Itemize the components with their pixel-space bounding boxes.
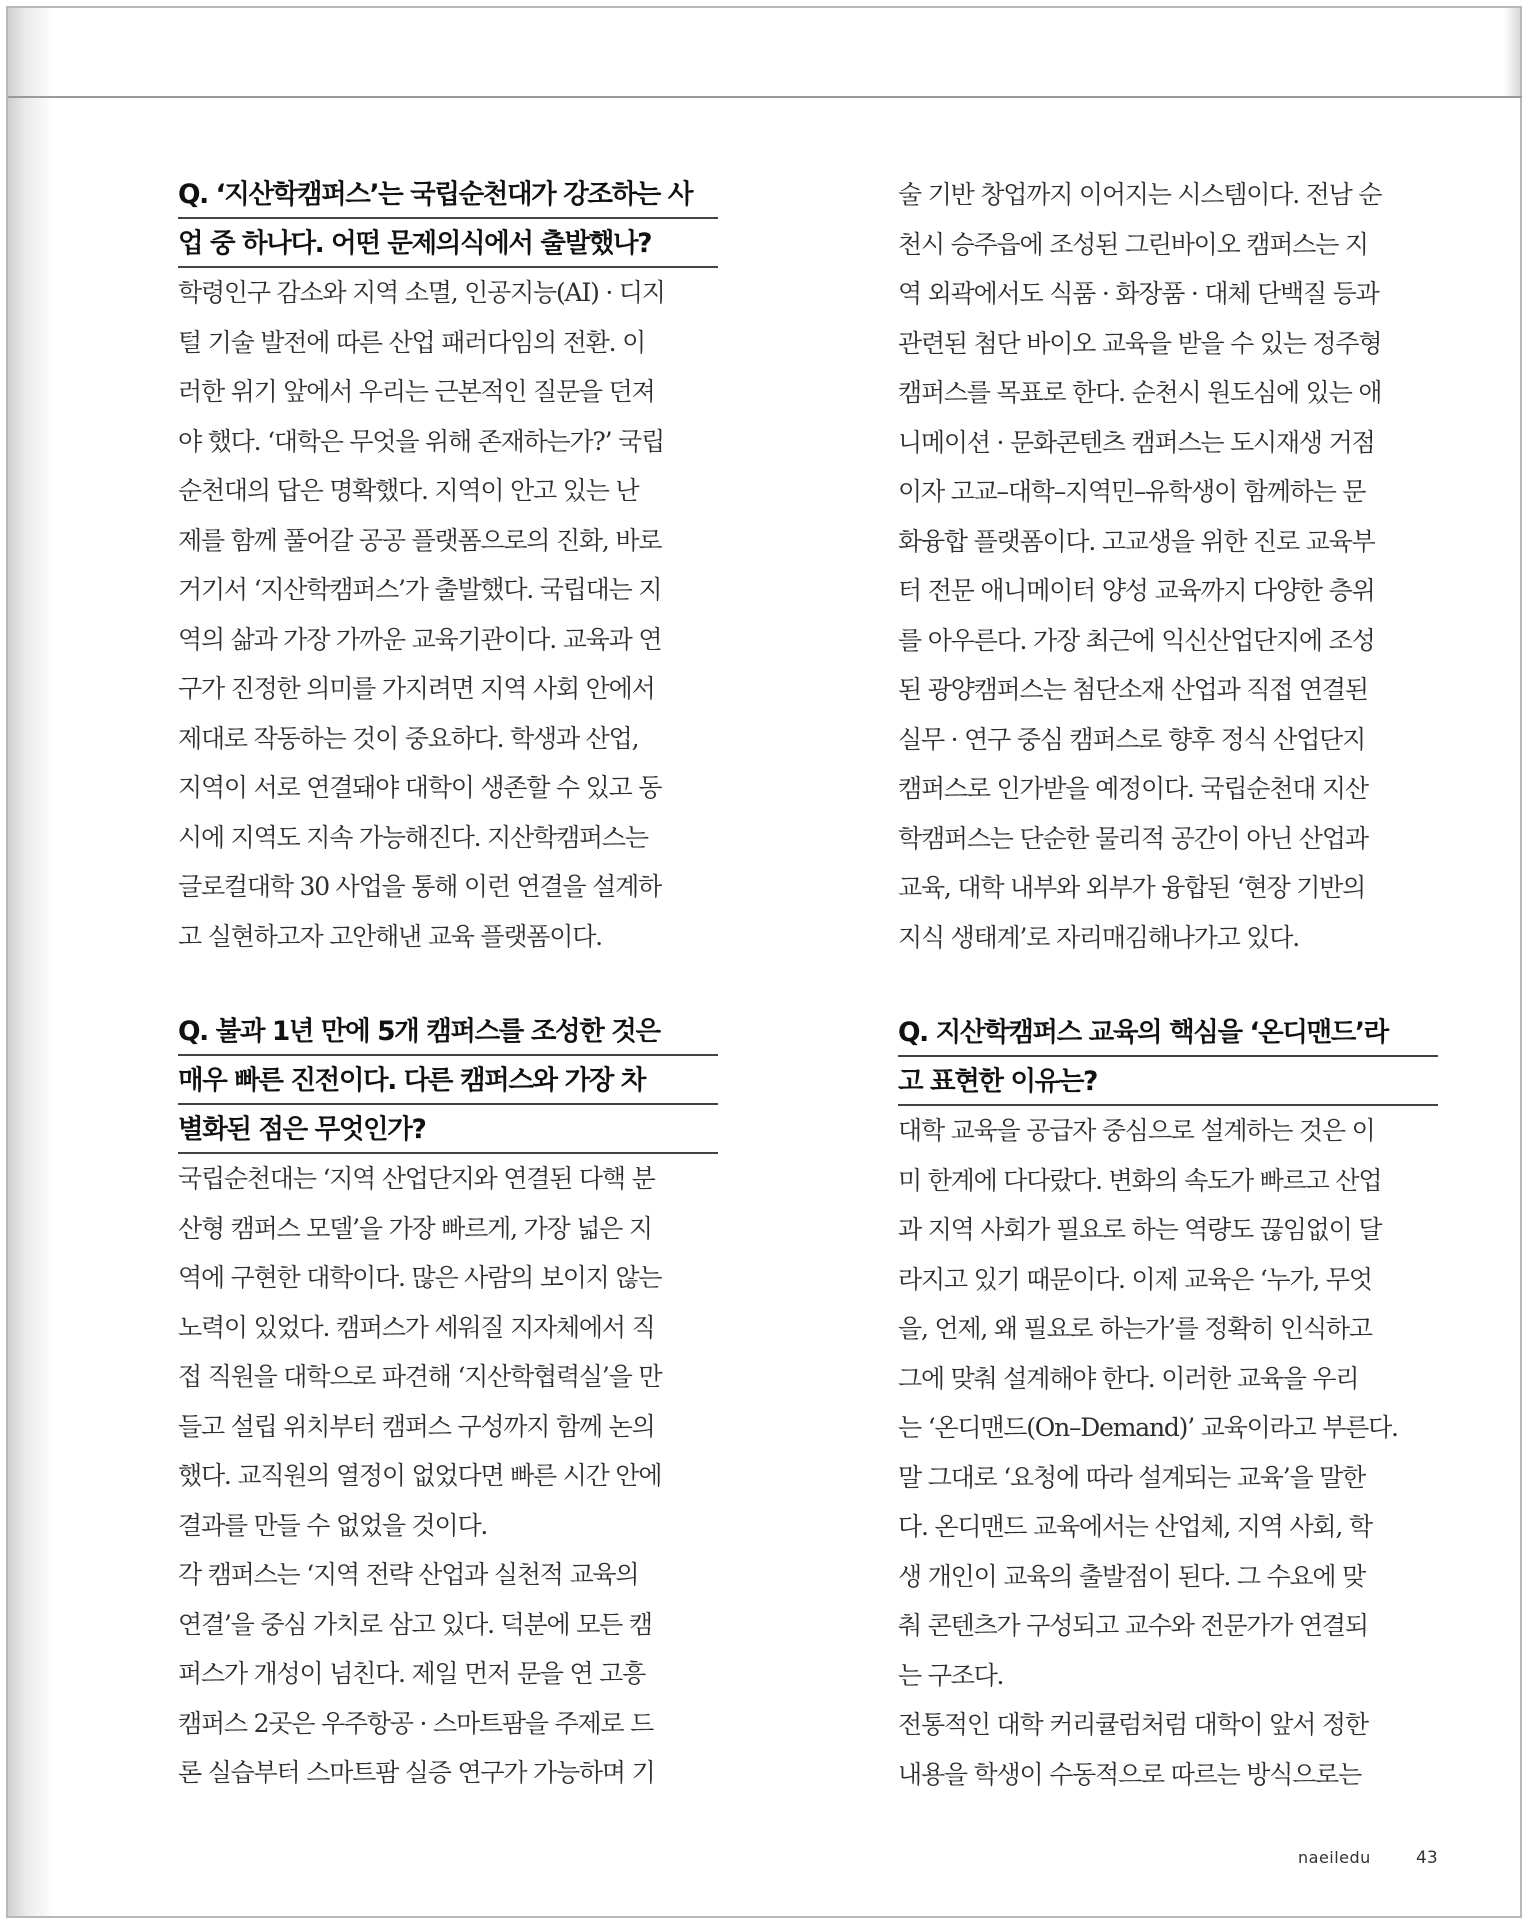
text-line: 니메이션 · 문화콘텐츠 캠퍼스는 도시재생 거점 bbox=[898, 427, 1375, 457]
text-line: 각 캠퍼스는 ‘지역 전략 산업과 실천적 교육의 bbox=[178, 1560, 639, 1589]
text-line: 역에 구현한 대학이다. 많은 사람의 보이지 않는 bbox=[178, 1263, 662, 1292]
text-line: 캠퍼스를 목표로 한다. 순천시 원도심에 있는 애 bbox=[898, 378, 1382, 407]
text-line: 시에 지역도 지속 가능해진다. 지산학캠퍼스는 bbox=[178, 822, 648, 852]
question-3 bbox=[898, 1008, 1438, 1106]
footer-brand: naeiledu bbox=[1298, 1848, 1371, 1867]
text-line: 역 외곽에서도 식품 · 화장품 · 대체 단백질 등과 bbox=[898, 279, 1379, 308]
text-line: 순천대의 답은 명확했다. 지역이 안고 있는 난 bbox=[178, 476, 639, 505]
text-line: 캠퍼스로 인가받을 예정이다. 국립순천대 지산 bbox=[898, 774, 1368, 803]
text-line: 제대로 작동하는 것이 중요하다. 학생과 산업, bbox=[178, 723, 639, 753]
text-line: 된 광양캠퍼스는 첨단소재 산업과 직접 연결된 bbox=[898, 675, 1368, 704]
text-line: 론 실습부터 스마트팜 실증 연구가 가능하며 기 bbox=[178, 1758, 655, 1787]
text-line: 실무 · 연구 중심 캠퍼스로 향후 정식 산업단지 bbox=[898, 724, 1366, 754]
section-gap bbox=[898, 962, 1438, 1008]
text-line: 천시 승주읍에 조성된 그린바이오 캠퍼스는 지 bbox=[898, 229, 1368, 259]
left-column bbox=[178, 170, 718, 1798]
text-line: 국립순천대는 ‘지역 산업단지와 연결된 다핵 분 bbox=[178, 1164, 655, 1193]
text-line: 결과를 만들 수 없었을 것이다. bbox=[178, 1510, 488, 1540]
header-rule bbox=[8, 96, 1522, 98]
text-line: 산형 캠퍼스 모델’을 가장 빠르게, 가장 넓은 지 bbox=[178, 1213, 652, 1243]
question-line: 매우 빠른 진전이다. 다른 캠퍼스와 가장 차 bbox=[178, 1056, 718, 1105]
page-number: 43 bbox=[1416, 1848, 1438, 1868]
question-line: Q. 불과 1년 만에 5개 캠퍼스를 조성한 것은 bbox=[178, 1007, 718, 1056]
text-line: 생 개인이 교육의 출발점이 된다. 그 수요에 맞 bbox=[898, 1561, 1366, 1591]
text-line: 구가 진정한 의미를 가지려면 지역 사회 안에서 bbox=[178, 674, 655, 703]
text-line: 말 그대로 ‘요청에 따라 설계되는 교육’을 말한 bbox=[898, 1462, 1366, 1492]
text-line: 그에 맞춰 설계해야 한다. 이러한 교육을 우리 bbox=[898, 1363, 1359, 1393]
text-line: 라지고 있기 때문이다. 이제 교육은 ‘누가, 무엇 bbox=[898, 1264, 1372, 1294]
question-1 bbox=[178, 170, 718, 268]
text-line: 를 아우른다. 가장 최근에 익신산업단지에 조성 bbox=[898, 625, 1375, 655]
question-line: 고 표현한 이유는? bbox=[898, 1057, 1438, 1106]
question-line: 업 중 하나다. 어떤 문제의식에서 출발했나? bbox=[178, 219, 718, 268]
text-line: 노력이 있었다. 캠퍼스가 세워질 지자체에서 직 bbox=[178, 1312, 655, 1342]
right-column bbox=[898, 170, 1438, 1799]
text-line: 글로컬대학 30 사업을 통해 이런 연결을 설계하 bbox=[178, 872, 661, 901]
text-line: 을, 언제, 왜 필요로 하는가’를 정확히 인식하고 bbox=[898, 1314, 1372, 1343]
text-line: 털 기술 발전에 따른 산업 패러다임의 전환. 이 bbox=[178, 327, 646, 357]
text-line: 내용을 학생이 수동적으로 따르는 방식으로는 bbox=[898, 1759, 1362, 1789]
text-line: 술 기반 창업까지 이어지는 시스템이다. 전남 순 bbox=[898, 180, 1382, 209]
text-line: 캠퍼스 2곳은 우주항공 · 스마트팜을 주제로 드 bbox=[178, 1708, 654, 1738]
answer-3-paragraph bbox=[178, 1550, 718, 1798]
text-line: 전통적인 대학 커리큘럼처럼 대학이 앞서 정한 bbox=[898, 1710, 1368, 1739]
text-line: 퍼스가 개성이 넘친다. 제일 먼저 문을 연 고흥 bbox=[178, 1659, 646, 1688]
question-line: Q. 지산학캠퍼스 교육의 핵심을 ‘온디맨드’라 bbox=[898, 1008, 1438, 1057]
section-gap bbox=[178, 961, 718, 1007]
question-line: 별화된 점은 무엇인가? bbox=[178, 1105, 718, 1154]
question-line: Q. ‘지산학캠퍼스’는 국립순천대가 강조하는 사 bbox=[178, 170, 718, 219]
text-line: 학령인구 감소와 지역 소멸, 인공지능(AI) · 디지 bbox=[178, 278, 665, 307]
text-line: 학캠퍼스는 단순한 물리적 공간이 아닌 산업과 bbox=[898, 823, 1368, 853]
text-line: 과 지역 사회가 필요로 하는 역량도 끊임없이 달 bbox=[898, 1215, 1382, 1244]
page-spine-shadow bbox=[8, 8, 54, 1916]
answer-4-paragraph bbox=[898, 1106, 1438, 1700]
text-line: 러한 위기 앞에서 우리는 근본적인 질문을 던져 bbox=[178, 377, 655, 406]
answer-2-paragraph bbox=[178, 1154, 718, 1550]
continued-answer-paragraph bbox=[898, 170, 1438, 962]
question-2 bbox=[178, 1007, 718, 1154]
text-line: 교육, 대학 내부와 외부가 융합된 ‘현장 기반의 bbox=[898, 873, 1366, 902]
text-line: 제를 함께 풀어갈 공공 플랫폼으로의 진화, 바로 bbox=[178, 525, 662, 555]
text-line: 고 실현하고자 고안해낸 교육 플랫폼이다. bbox=[178, 921, 602, 951]
page-edge-shadow bbox=[1504, 8, 1520, 98]
text-line: 춰 콘텐츠가 구성되고 교수와 전문가가 연결되 bbox=[898, 1611, 1368, 1640]
answer-1-paragraph bbox=[178, 268, 718, 961]
text-line: 들고 설립 위치부터 캠퍼스 구성까지 함께 논의 bbox=[178, 1411, 655, 1441]
text-line: 지식 생태계’로 자리매김해나가고 있다. bbox=[898, 922, 1299, 952]
text-line: 역의 삶과 가장 가까운 교육기관이다. 교육과 연 bbox=[178, 624, 662, 654]
text-line: 화융합 플랫폼이다. 고교생을 위한 진로 교육부 bbox=[898, 526, 1375, 556]
text-line: 이자 고교–대학–지역민–유학생이 함께하는 문 bbox=[898, 477, 1366, 506]
text-line: 는 ‘온디맨드(On–Demand)’ 교육이라고 부른다. bbox=[898, 1413, 1398, 1442]
text-line: 거기서 ‘지산학캠퍼스’가 출발했다. 국립대는 지 bbox=[178, 575, 662, 604]
text-line: 는 구조다. bbox=[898, 1660, 1004, 1690]
text-line: 미 한계에 다다랐다. 변화의 속도가 빠르고 산업 bbox=[898, 1165, 1382, 1195]
text-line: 터 전문 애니메이터 양성 교육까지 다양한 층위 bbox=[898, 576, 1375, 605]
text-line: 대학 교육을 공급자 중심으로 설계하는 것은 이 bbox=[898, 1116, 1375, 1145]
answer-5-paragraph bbox=[898, 1700, 1438, 1799]
text-line: 야 했다. ‘대학은 무엇을 위해 존재하는가?’ 국립 bbox=[178, 426, 665, 456]
text-line: 관련된 첨단 바이오 교육을 받을 수 있는 정주형 bbox=[898, 328, 1382, 358]
text-line: 다. 온디맨드 교육에서는 산업체, 지역 사회, 학 bbox=[898, 1512, 1372, 1541]
text-line: 연결’을 중심 가치로 삼고 있다. 덕분에 모든 캠 bbox=[178, 1609, 652, 1639]
text-line: 지역이 서로 연결돼야 대학이 생존할 수 있고 동 bbox=[178, 773, 662, 802]
text-line: 했다. 교직원의 열정이 없었다면 빠른 시간 안에 bbox=[178, 1461, 662, 1490]
text-line: 접 직원을 대학으로 파견해 ‘지산학협력실’을 만 bbox=[178, 1362, 662, 1391]
